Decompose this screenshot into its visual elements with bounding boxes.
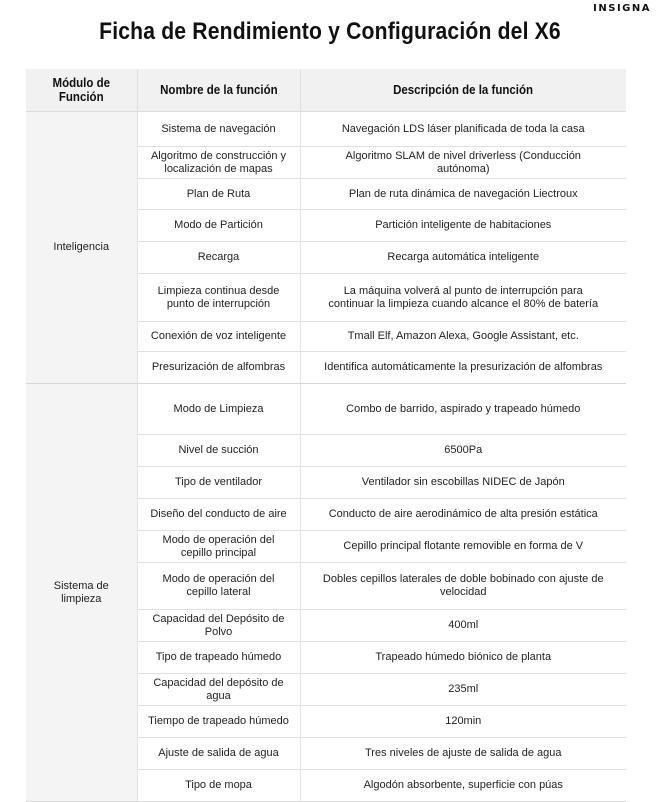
function-name-cell: Tipo de mopa bbox=[137, 770, 300, 802]
function-description-cell: Recarga automática inteligente bbox=[300, 242, 626, 274]
function-name-cell: Capacidad del depósito de agua bbox=[137, 674, 300, 706]
header-function-description: Descripción de la función bbox=[300, 69, 626, 112]
function-name-cell: Algoritmo de construcción y localización de mapas bbox=[137, 147, 300, 179]
table-header-row bbox=[26, 69, 626, 112]
function-description-cell: Cepillo principal flotante removible en forma de V bbox=[300, 531, 626, 563]
function-description-cell: 120min bbox=[300, 706, 626, 738]
function-name-cell: Tipo de ventilador bbox=[137, 467, 300, 499]
function-description-cell: Algoritmo SLAM de nivel driverless (Conducción autónoma) bbox=[300, 147, 626, 179]
function-description-cell: Trapeado húmedo biónico de planta bbox=[300, 642, 626, 674]
function-description-cell: Conducto de aire aerodinámico de alta presión estática bbox=[300, 499, 626, 531]
function-name-cell: Recarga bbox=[137, 242, 300, 274]
function-description-cell: Identifica automáticamente la presurización de alfombras bbox=[300, 352, 626, 384]
function-name-cell: Nivel de succión bbox=[137, 435, 300, 467]
function-description-cell: 235ml bbox=[300, 674, 626, 706]
function-name-cell: Modo de operación del cepillo lateral bbox=[137, 563, 300, 610]
module-cell: Inteligencia bbox=[26, 112, 137, 384]
function-description-cell: Combo de barrido, aspirado y trapeado húmedo bbox=[300, 384, 626, 435]
function-description-cell: Tmall Elf, Amazon Alexa, Google Assistant, etc. bbox=[300, 322, 626, 352]
function-name-cell: Conexión de voz inteligente bbox=[137, 322, 300, 352]
function-name-cell: Modo de operación del cepillo principal bbox=[137, 531, 300, 563]
function-description-cell: La máquina volverá al punto de interrupción para continuar la limpieza cuando alcance el 80% de batería bbox=[300, 274, 626, 322]
function-name-cell: Limpieza continua desde punto de interrupción bbox=[137, 274, 300, 322]
header-function-name: Nombre de la función bbox=[137, 69, 300, 112]
function-name-cell: Modo de Partición bbox=[137, 210, 300, 242]
function-description-cell: 400ml bbox=[300, 610, 626, 642]
function-name-cell: Ajuste de salida de agua bbox=[137, 738, 300, 770]
function-name-cell: Modo de Limpieza bbox=[137, 384, 300, 435]
function-name-cell: Diseño del conducto de aire bbox=[137, 499, 300, 531]
function-description-cell: Algodón absorbente, superficie con púas bbox=[300, 770, 626, 802]
function-name-cell: Sistema de navegación bbox=[137, 112, 300, 147]
function-name-cell: Tipo de trapeado húmedo bbox=[137, 642, 300, 674]
page-title: Ficha de Rendimiento y Configuración del X6 bbox=[99, 18, 561, 45]
table-row bbox=[26, 112, 626, 147]
function-description-cell: Tres niveles de ajuste de salida de agua bbox=[300, 738, 626, 770]
module-cell: Sistema de limpieza bbox=[26, 384, 137, 802]
table-row bbox=[26, 384, 626, 435]
brand-logo: INSIGNA bbox=[593, 3, 651, 14]
function-description-cell: 6500Pa bbox=[300, 435, 626, 467]
spec-table bbox=[26, 69, 626, 802]
header-module: Módulo de Función bbox=[26, 69, 137, 112]
function-name-cell: Tiempo de trapeado húmedo bbox=[137, 706, 300, 738]
function-name-cell: Plan de Ruta bbox=[137, 179, 300, 210]
function-description-cell: Plan de ruta dinámica de navegación Liectroux bbox=[300, 179, 626, 210]
function-description-cell: Ventilador sin escobillas NIDEC de Japón bbox=[300, 467, 626, 499]
table-body bbox=[26, 112, 626, 802]
function-name-cell: Capacidad del Depósito de Polvo bbox=[137, 610, 300, 642]
function-description-cell: Dobles cepillos laterales de doble bobinado con ajuste de velocidad bbox=[300, 563, 626, 610]
function-description-cell: Navegación LDS láser planificada de toda la casa bbox=[300, 112, 626, 147]
function-name-cell: Presurización de alfombras bbox=[137, 352, 300, 384]
function-description-cell: Partición inteligente de habitaciones bbox=[300, 210, 626, 242]
